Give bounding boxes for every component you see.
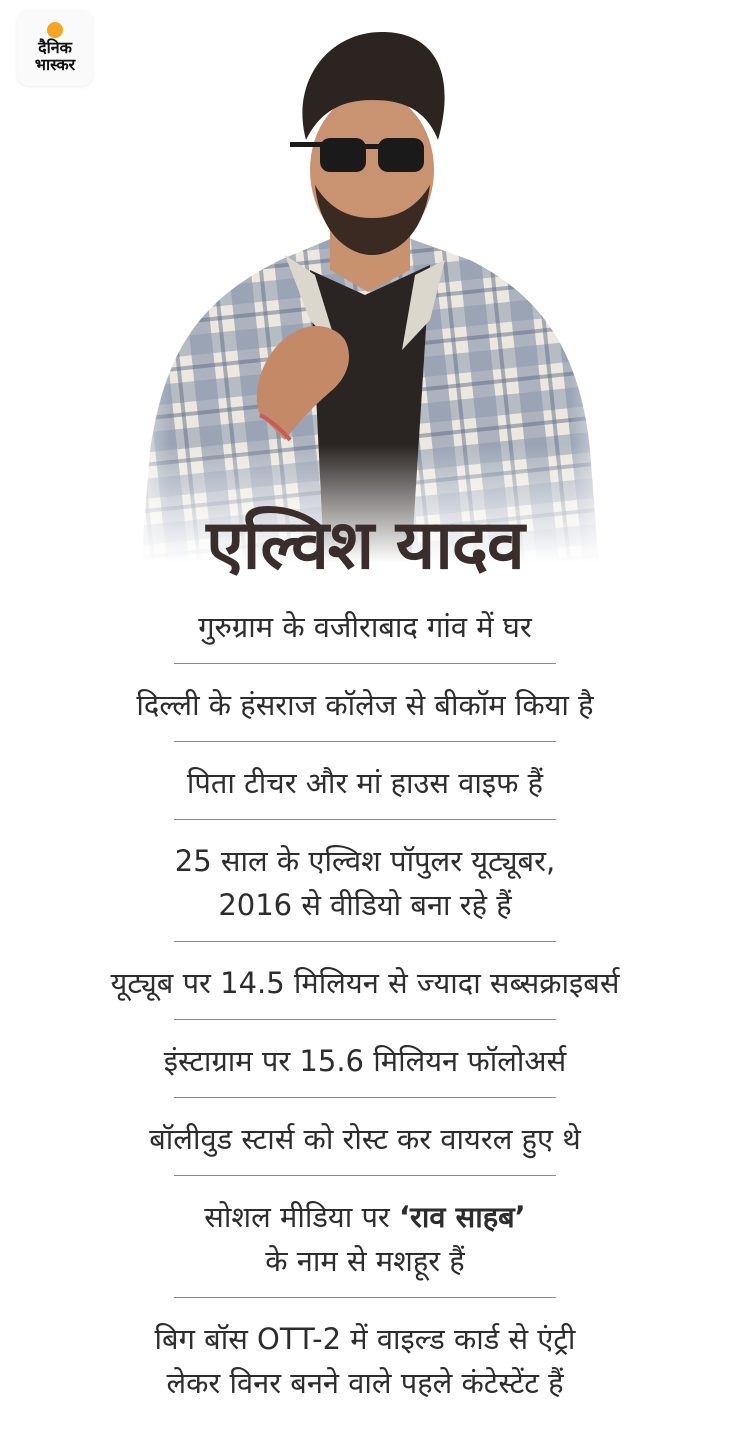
facts-list [0,596,730,1415]
divider [174,663,556,664]
fact-text: लेकर विनर बनने वाले पहले कंटेस्टेंट हैं [166,1366,564,1400]
divider [174,819,556,820]
fact-item [15,596,715,674]
fact-text: गुरुग्राम के वजीराबाद गांव में घर [198,610,532,644]
fact-item [15,674,715,752]
fact-text: 25 साल के एल्विश पॉपुलर यूट्यूबर, [174,844,556,878]
fact-item [15,1186,715,1308]
fact-text-prefix: सोशल मीडिया पर [204,1200,399,1234]
fact-text: दिल्ली के हंसराज कॉलेज से बीकॉम किया है [136,688,594,722]
nickname-highlight: ‘राव साहब’ [399,1200,526,1234]
fact-text: यूट्यूब पर 14.5 मिलियन से ज्यादा सब्सक्राइबर्स [110,966,620,1000]
divider [174,941,556,942]
fact-item [15,1108,715,1186]
fact-item [15,1308,715,1415]
fact-item [15,952,715,1030]
person-name-title: एल्विश यादव [206,506,524,585]
divider [174,741,556,742]
logo-line-1: दैनिक [38,38,72,57]
fact-item [15,830,715,952]
dainik-bhaskar-logo [17,10,93,86]
logo-line-2: भास्कर [34,55,76,74]
divider [174,1297,556,1298]
fact-text: बिग बॉस OTT-2 में वाइल्ड कार्ड से एंट्री [154,1322,576,1356]
divider [174,1175,556,1176]
fact-text: के नाम से मशहूर हैं [265,1244,465,1278]
divider [174,1097,556,1098]
fact-item [15,752,715,830]
fact-text: पिता टीचर और मां हाउस वाइफ हैं [186,766,544,800]
fact-item [15,1030,715,1108]
fact-text: इंस्टाग्राम पर 15.6 मिलियन फॉलोअर्स [163,1044,567,1078]
fact-text: बॉलीवुड स्टार्स को रोस्ट कर वायरल हुए थे [149,1122,581,1156]
divider [174,1019,556,1020]
sun-icon [47,22,63,38]
fact-text [15,1195,715,1239]
fact-text: 2016 से वीडियो बना रहे हैं [218,888,512,922]
